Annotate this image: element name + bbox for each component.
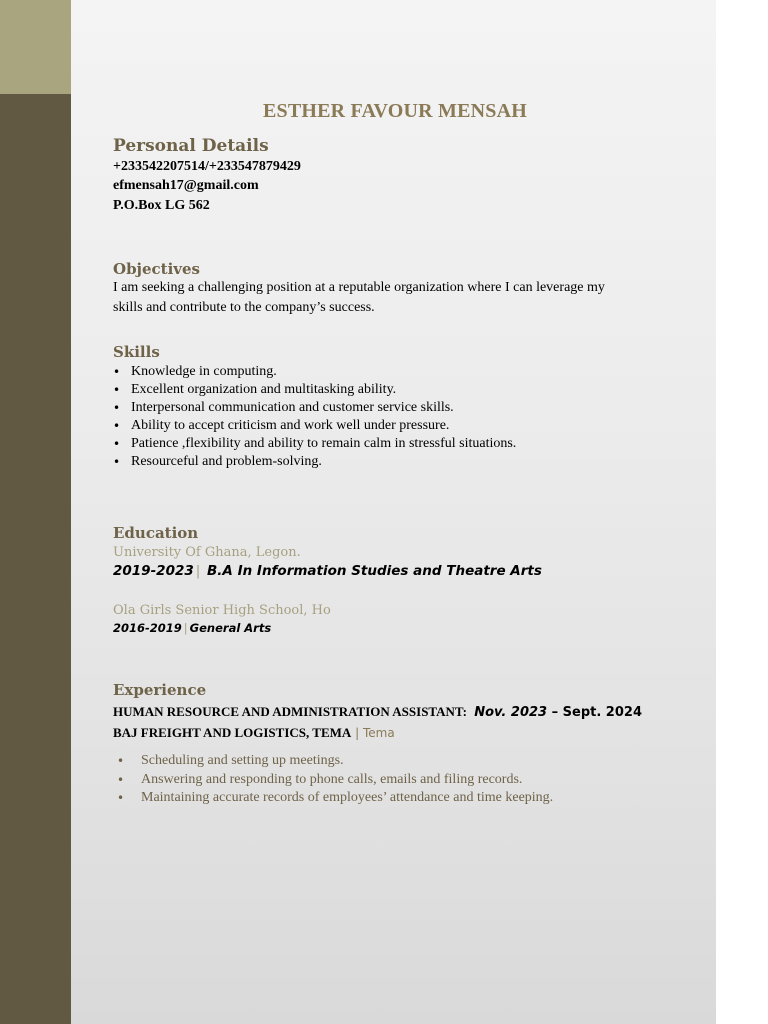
job-location: | Tema bbox=[351, 726, 395, 740]
skill-item: • Patience ,flexibility and ability to remain calm in stressful situations. bbox=[113, 435, 516, 453]
phone-number: +233542207514/+233547879429 bbox=[113, 159, 301, 174]
education-school: University Of Ghana, Legon. bbox=[113, 545, 301, 560]
objectives-heading: Objectives bbox=[113, 260, 200, 278]
email-address: efmensah17@gmail.com bbox=[113, 178, 259, 193]
skill-item: • Excellent organization and multitasking ability. bbox=[113, 381, 516, 399]
job-company: BAJ FREIGHT AND LOGISTICS, TEMA bbox=[113, 725, 352, 740]
job-company-line bbox=[113, 725, 395, 741]
skills-heading: Skills bbox=[113, 343, 160, 361]
sidebar-accent-top bbox=[0, 0, 71, 94]
job-end-date: Sept. 2024 bbox=[562, 705, 642, 720]
job-duty-item: • Scheduling and setting up meetings. bbox=[113, 752, 553, 771]
education-separator: | bbox=[183, 621, 188, 635]
job-title: HUMAN RESOURCE AND ADMINISTRATION ASSISTANT: bbox=[113, 704, 467, 719]
skill-item: • Interpersonal communication and customer service skills. bbox=[113, 399, 516, 417]
education-heading: Education bbox=[113, 524, 199, 542]
skill-item: • Resourceful and problem-solving. bbox=[113, 453, 516, 471]
personal-details-heading: Personal Details bbox=[113, 136, 269, 156]
education-degree-line bbox=[113, 563, 542, 579]
education-separator: | bbox=[195, 563, 201, 579]
education-years: 2019-2023 bbox=[113, 563, 194, 579]
job-start-date: Nov. 2023 bbox=[474, 705, 548, 720]
job-duty-item: • Answering and responding to phone calls, emails and filing records. bbox=[113, 771, 553, 790]
job-title-line bbox=[113, 704, 642, 720]
skills-list bbox=[113, 363, 516, 471]
education-school: Ola Girls Senior High School, Ho bbox=[113, 603, 331, 618]
education-years: 2016-2019 bbox=[113, 621, 182, 635]
objectives-text-line-1: I am seeking a challenging position at a reputable organization where I can leverage my bbox=[113, 280, 605, 295]
skill-item: • Knowledge in computing. bbox=[113, 363, 516, 381]
skill-item: • Ability to accept criticism and work well under pressure. bbox=[113, 417, 516, 435]
job-dates bbox=[474, 705, 642, 720]
education-program: B.A In Information Studies and Theatre Arts bbox=[207, 563, 542, 579]
education-degree-line bbox=[113, 621, 271, 635]
experience-heading: Experience bbox=[113, 681, 207, 699]
objectives-text-line-2: skills and contribute to the company’s success. bbox=[113, 300, 375, 315]
job-duties-list bbox=[113, 752, 553, 808]
job-dates-separator: – bbox=[547, 705, 563, 720]
postal-address: P.O.Box LG 562 bbox=[113, 198, 210, 213]
applicant-name: ESTHER FAVOUR MENSAH bbox=[262, 100, 527, 122]
job-duty-item: • Maintaining accurate records of employees’ attendance and time keeping. bbox=[113, 789, 553, 808]
education-program: General Arts bbox=[189, 621, 272, 635]
sidebar-accent-bottom bbox=[0, 94, 71, 1024]
